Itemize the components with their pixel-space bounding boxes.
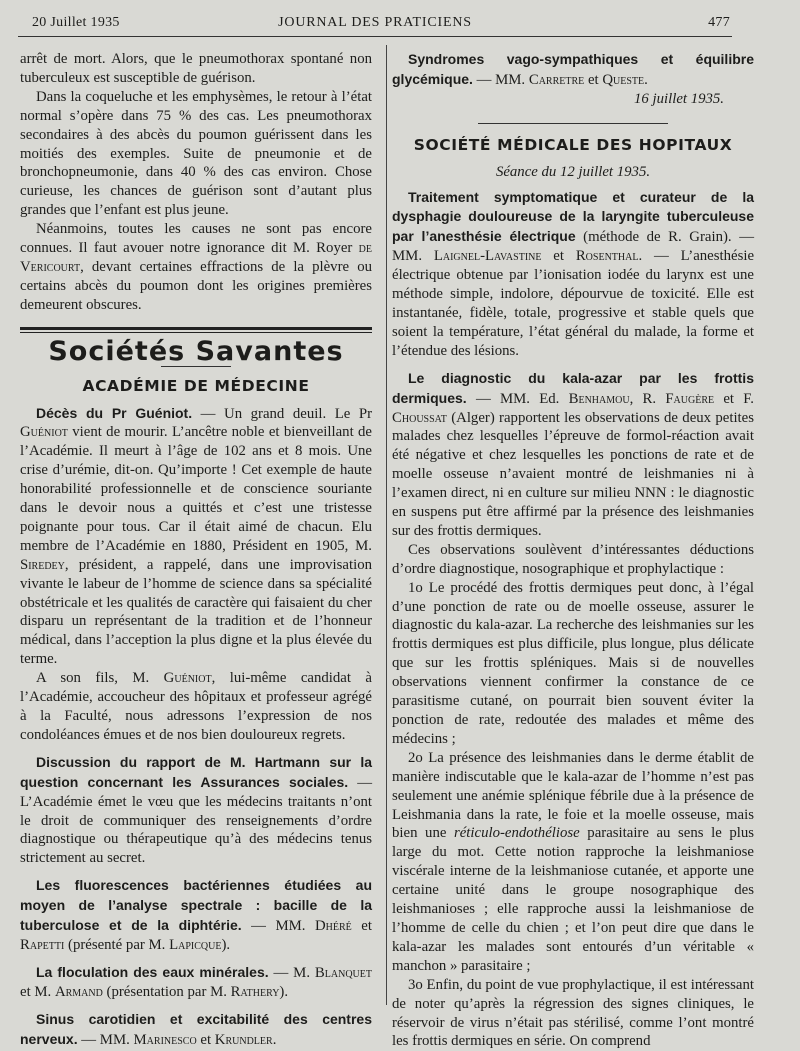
article-floculation: La floculation des eaux minérales. — M. Blanquet et M. Armand (présentation par M. Rathery).: [20, 963, 372, 1000]
paragraph: A son fils, M. Guéniot, lui-même candidat à l’Académie, accoucheur des hôpitaux et professeur agrégé à la Faculté, nous adressons l’expression de nos condoléances émues et de nos bien douloureux regrets.: [20, 670, 373, 743]
paragraph: Ces observations soulèvent d’intéressantes déductions d’ordre diagnostique, nosographique et prophylactique :: [392, 541, 754, 577]
journal-name: JOURNAL DES PRATICIENS: [278, 15, 472, 30]
point-2: 2o La présence des leishmanies dans le derme établit de manière indiscutable que le kala-azar de l’homme n’est pas seulement une anémie splénique fébrile due à la présence de Leishmania dans la rate, le foie et la moelle osseuse, mais bien une réticulo-endothéliose parasitaire au sens le plus large du mot. Cette notion rapproche la leishmaniose viscérale interne de la leishmaniose cutanée, et apporte une certaine unité dans le groupe nosographique des leishmanioses ; elle rapproche aussi la leishmaniose de l’homme de celle du chien ; et l’on peut dire que dans le kala-azar les malades sont entourés d’un véritable « manchon » parasitaire ;: [392, 749, 754, 974]
paragraph: Dans la coqueluche et les emphysèmes, le retour à l’état normal s’opère dans 75 % des cas. Les pneumothorax secondaires à des abcès du poumon guérissent dans les moitiés des exemples. Suite de pneumonie et de bronchopneumonie, dans 40 % des cas environ. Chose curieuse, les chances de guérison sont d’autant plus grandes que l’enfant est plus jeune.: [20, 88, 372, 219]
header-rule: [18, 36, 732, 37]
article-sinus: Sinus carotidien et excitabilité des centres nerveux. — MM. Marinesco et Krundler.: [20, 1010, 372, 1048]
paragraph: Néanmoins, toutes les causes ne sont pas encore connues. Il faut avouer notre ignorance dit M. Royer de Vericourt, devant certaines effractions de la plèvre ou certains abcès du poumon dont les origines premières demeurent obscures.: [20, 221, 372, 313]
page-number: 477: [708, 15, 730, 30]
column-divider: [386, 45, 387, 1005]
hopitaux-heading: SOCIÉTÉ MÉDICALE DES HOPITAUX: [413, 135, 733, 154]
section-double-rule: [20, 327, 372, 333]
left-column: [20, 50, 372, 1050]
right-column: [392, 50, 754, 1051]
article-fluorescences: Les fluorescences bactériennes étudiées au moyen de l’analyse spectrale : bacille de la tuberculose et de la diphtérie. — MM. Dhéré et Rapetti (présenté par M. Lapicque).: [20, 877, 372, 953]
section-rule: [478, 123, 668, 124]
seance-date: Séance du 12 juillet 1935.: [495, 163, 651, 180]
article-gueniot: Décès du Pr Guéniot. — Un grand deuil. Le Pr Guéniot vient de mourir. L’ancêtre noble et bienveillant de l’Académie. Il meurt à l’âge de 102 ans et 8 mois. Une crise d’urémie, dit-on. Qu’importe ! Cet exemple de haute honorabilité professionnelle et de conscience souriante dans le devoir nous a quittés et c’est une tristesse poignante pour tous. Car il était aimé de chacun. Elu membre de l’Académie en 1880, Président en 1905, M. Siredey, président, a rappelé, dans une improvisation vivante le labeur de l’homme de science dans sa spécialité obstétricale et les qualités de caractère qui faisaient du cher disparu un représentant de la tradition et de l’honneur médical, dans l’acception la plus digne et la plus élevée du terme.: [20, 404, 372, 668]
academie-heading: ACADÉMIE DE MÉDECINE: [82, 376, 310, 395]
article-hartmann: Discussion du rapport de M. Hartmann sur la question concernant les Assurances sociales. — L’Académie émet le vœu que les médecins traitants n’ont le droit de communiquer des renseignements d’ordre diagnostique ou thérapeutique qu’à des médecins tenus strictement au secret.: [20, 753, 373, 867]
article-kala-azar: Le diagnostic du kala-azar par les frottis dermiques. — MM. Ed. Benhamou, R. Faugère et F. Choussat (Alger) rapportent les observations de deux petites malades chez lesquelles l’épreuve de formol-réaction avait été négative et chez lesquelles les ponctions de rate et de moelle osseuse n’avaient montré de leishmanies ni à l’examen direct, ni en culture sur milieu NNN : le diagnostic en suspens put être affirmé par la présence des leishmanies sur des frottis dermiques.: [392, 369, 755, 539]
running-header: [20, 15, 730, 37]
point-1: 1o Le procédé des frottis dermiques peut donc, à l’égal d’une ponction de rate ou de moelle osseuse, assurer le diagnostic du kala-azar. La recherche des leishmanies sur les frottis dermiques est plus difficile, plus longue, plus délicate que sur les frottis spléniques. Mais si de nouvelles observations viennent confirmer la constance de ce parasitisme cutané, on pourrait bien souvent éviter la ponction de rate, redoutée des malades et même des médecins ;: [392, 579, 754, 747]
paragraph: arrêt de mort. Alors, que le pneumothorax spontané non tuberculeux est susceptible de guérison.: [20, 51, 372, 86]
section-title: Sociétés Savantes: [48, 335, 344, 367]
article-dysphagie: Traitement symptomatique et curateur de la dysphagie douloureuse de la laryngite tuberculeuse par l’anesthésie électrique (méthode de R. Grain). — MM. Laignel-Lavastine et Rosenthal. — L’anesthésie électrique obtenue par l’ionisation iodée du larynx est une méthode simple, indolore, dépourvue de toxicité. Elle est instantanée, fidèle, totale, progressive et stable quels que soient la température, l’état général du malade, la forme et l’étendue des lésions.: [392, 188, 755, 359]
article-vago: Syndromes vago-sympathiques et équilibre glycémique. — MM. Carretre et Queste.: [392, 51, 754, 88]
dateline: 16 juillet 1935.: [633, 90, 724, 107]
point-3: 3o Enfin, du point de vue prophylactique, il est intéressant de noter qu’après la régression des signes cliniques, le réservoir de virus n’était pas stérilisé, comme l’ont montré les frottis dermiques en série. On comprend: [392, 976, 754, 1050]
issue-date: 20 Juillet 1935: [32, 15, 120, 30]
